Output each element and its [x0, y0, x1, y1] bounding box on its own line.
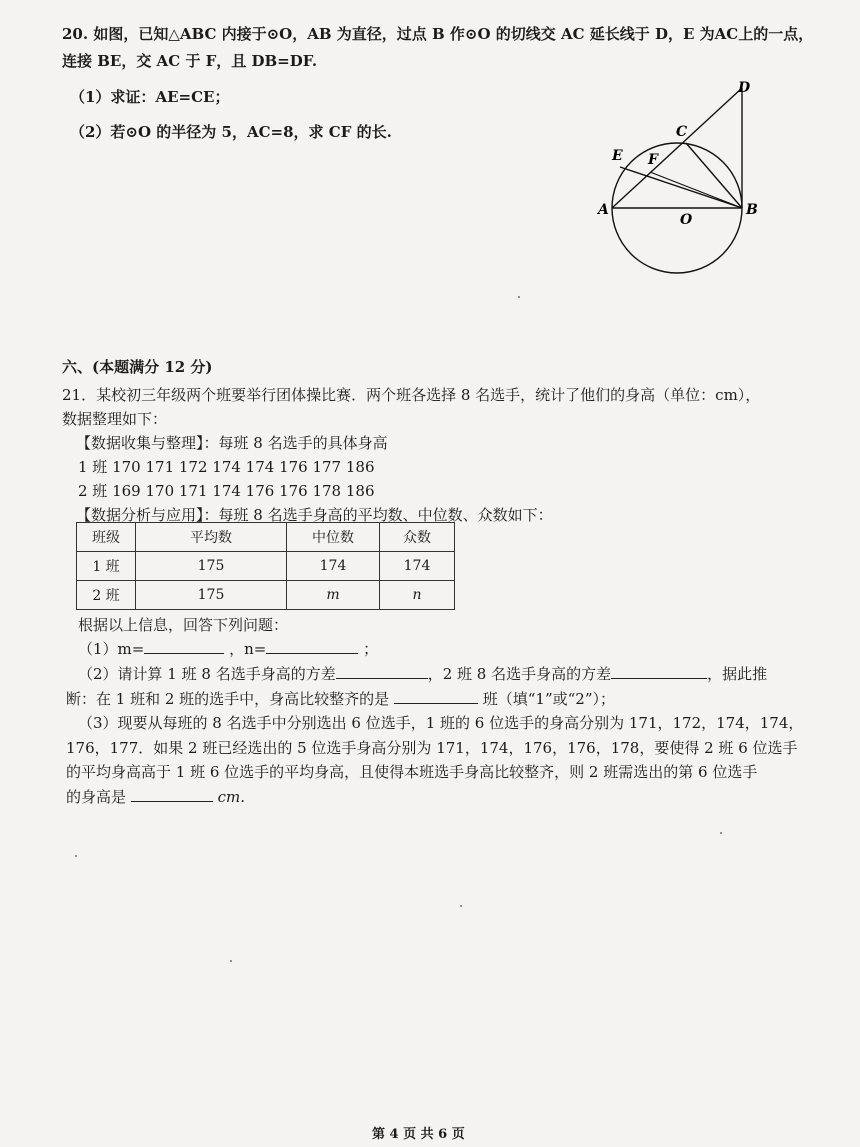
- section-title: 六、(本题满分 12 分): [62, 358, 213, 376]
- answer-3-prefix: 的身高是: [66, 788, 127, 806]
- table-header-cell: 众数: [380, 523, 455, 552]
- stats-table: [76, 522, 455, 610]
- table-row: [77, 552, 455, 581]
- table-cell: 174: [380, 552, 455, 581]
- scan-speck: [720, 832, 722, 834]
- answer-1: [78, 638, 378, 659]
- blank-n[interactable]: [266, 639, 358, 654]
- scan-speck: [75, 855, 77, 857]
- table-row: [77, 581, 455, 610]
- label-e: E: [612, 148, 623, 164]
- blank-height[interactable]: [131, 787, 213, 802]
- label-a: A: [598, 202, 609, 218]
- answer-2-line1: [78, 663, 767, 684]
- answer-3-line3: 的平均身高高于 1 班 6 位选手的平均身高，且使得本班选手身高比较整齐，则 2 班需选出的第 6 位选手: [66, 763, 758, 781]
- table-cell: m: [287, 581, 380, 610]
- geometry-figure: [590, 72, 770, 282]
- answer-1-prefix: （1）m=: [78, 640, 145, 658]
- blank-variance-2[interactable]: [611, 664, 707, 679]
- label-f: F: [648, 152, 658, 168]
- blank-variance-1[interactable]: [336, 664, 428, 679]
- answer-3-line1: （3）现要从每班的 8 名选手中分别选出 6 位选手，1 班的 6 位选手的身高分别为 171，172，174，174，: [78, 714, 804, 732]
- label-b: B: [746, 202, 758, 218]
- q21-stem-line2: 数据整理如下：: [62, 410, 168, 428]
- q21-stem-line1: 21．某校初三年级两个班要举行团体操比赛．两个班各选择 8 名选手，统计了他们的身高（单位：cm），: [62, 386, 761, 404]
- segment-ad: [612, 88, 742, 208]
- q20-stem-line2: 连接 BE，交 AC 于 F，且 DB=DF.: [62, 52, 318, 70]
- scan-speck: [230, 960, 232, 962]
- label-o: O: [680, 212, 693, 228]
- scan-speck: [460, 905, 462, 907]
- table-cell: 2 班: [77, 581, 136, 610]
- class1-heights: 1 班 170 171 172 174 174 176 177 186: [78, 458, 375, 476]
- q20-part1: （1）求证：AE=CE；: [70, 88, 230, 106]
- q20-stem-line1: 20. 如图，已知△ABC 内接于⊙O，AB 为直径，过点 B 作⊙O 的切线交 AC 延长线于 D，E 为AC上的一点，: [62, 25, 814, 43]
- table-header-row: [77, 523, 455, 552]
- table-cell: 174: [287, 552, 380, 581]
- table-cell: 175: [136, 581, 287, 610]
- answer-2-line2: [66, 688, 615, 709]
- answer-2-text2: ，2 班 8 名选手身高的方差: [427, 665, 612, 683]
- class2-heights: 2 班 169 170 171 174 176 176 178 186: [78, 482, 375, 500]
- answer-2-text3: ，据此推: [707, 665, 768, 683]
- answer-1-mid: ，n=: [229, 640, 267, 658]
- answer-2-text1: （2）请计算 1 班 8 名选手身高的方差: [78, 665, 336, 683]
- answer-3-line4: [66, 786, 245, 807]
- answer-1-end: ；: [363, 640, 379, 658]
- data-collect-title: 【数据收集与整理】：每班 8 名选手的具体身高: [76, 434, 388, 452]
- answer-3-line2: 176，177．如果 2 班已经选出的 5 位选手身高分别为 171，174，176，176，178，要使得 2 班 6 位选手: [66, 739, 798, 757]
- page-footer: 第 4 页 共 6 页: [372, 1127, 465, 1142]
- answer-3-unit: cm.: [217, 788, 245, 806]
- scan-speck: [518, 296, 520, 298]
- answer-2-text4: 断：在 1 班和 2 班的选手中，身高比较整齐的是: [66, 690, 390, 708]
- blank-m[interactable]: [144, 639, 224, 654]
- table-cell: 1 班: [77, 552, 136, 581]
- label-c: C: [676, 124, 688, 140]
- q20-part2: （2）若⊙O 的半径为 5，AC=8，求 CF 的长.: [70, 123, 392, 141]
- table-cell: n: [380, 581, 455, 610]
- segment-fb: [650, 172, 742, 208]
- table-header-cell: 中位数: [287, 523, 380, 552]
- answer-intro: 根据以上信息，回答下列问题：: [78, 616, 289, 634]
- blank-class-choice[interactable]: [394, 689, 478, 704]
- label-d: D: [738, 80, 751, 96]
- data-analysis-title: 【数据分析与应用】：每班 8 名选手身高的平均数、中位数、众数如下：: [76, 506, 553, 524]
- table-header-cell: 班级: [77, 523, 136, 552]
- table-cell: 175: [136, 552, 287, 581]
- table-header-cell: 平均数: [136, 523, 287, 552]
- answer-2-text5: 班（填“1”或“2”）；: [482, 690, 615, 708]
